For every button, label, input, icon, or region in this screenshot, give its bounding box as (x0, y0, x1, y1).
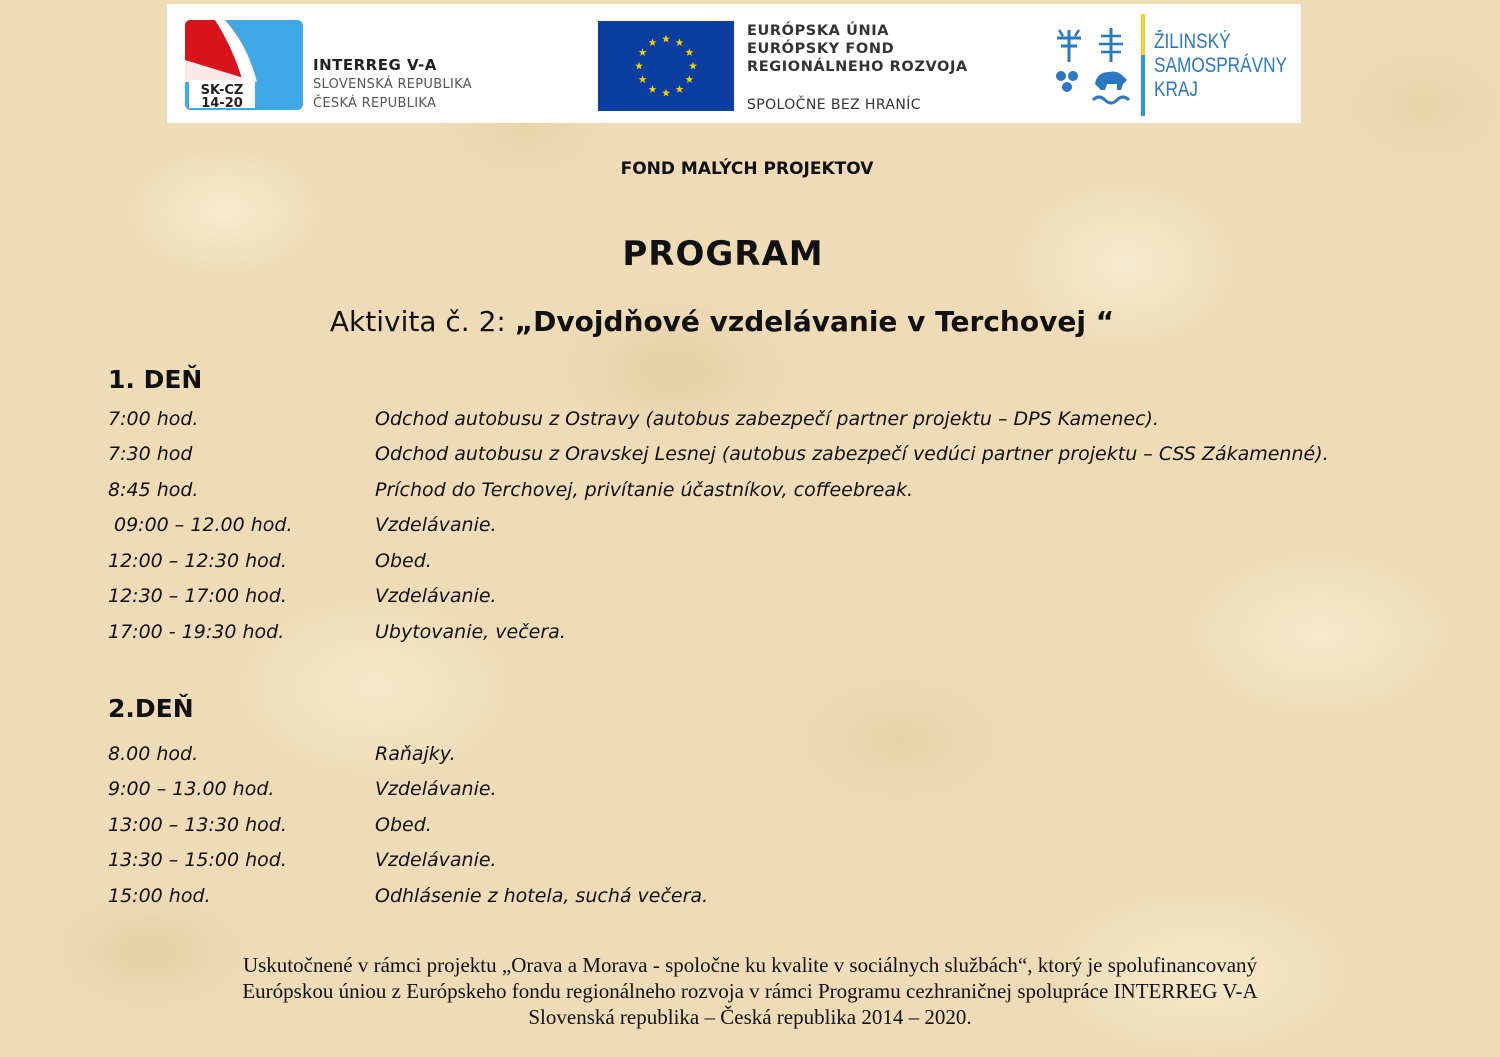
eu-slogan: SPOLOČNE BEZ HRANÍC (747, 97, 921, 113)
eu-line-regional: REGIONÁLNEHO ROZVOJA (747, 59, 968, 75)
activity-prefix: Aktivita č. 2: (329, 305, 515, 338)
activity-title: „Dvojdňové vzdelávanie v Terchovej “ (514, 305, 1115, 338)
schedule-time: 13:00 – 13:30 hod. (108, 814, 287, 836)
schedule-activity: Raňajky. (375, 743, 456, 765)
schedule-time: 15:00 hod. (108, 885, 211, 907)
schedule-activity: Príchod do Terchovej, privítanie účastníkov, coffeebreak. (375, 479, 914, 501)
schedule-time: 12:00 – 12:30 hod. (108, 550, 287, 572)
schedule-activity: Odhlásenie z hotela, suchá večera. (375, 885, 709, 907)
schedule-time: 7:30 hod (108, 443, 193, 465)
funding-footer (0, 952, 1500, 1030)
footer-line-2: Európskou úniou z Európskeho fondu regionálneho rozvoja v rámci Programu cezhraničnej spolupráce INTERREG V-A (242, 979, 1258, 1003)
schedule-time: 09:00 – 12.00 hod. (114, 514, 293, 536)
zilina-line3: KRAJ (1154, 78, 1199, 101)
fund-heading: FOND MALÝCH PROJEKTOV (620, 159, 874, 179)
schedule-time: 7:00 hod. (108, 408, 199, 430)
schedule-activity: Ubytovanie, večera. (375, 621, 566, 643)
interreg-country-sk: SLOVENSKÁ REPUBLIKA (313, 77, 472, 92)
program-title: PROGRAM (622, 234, 824, 274)
schedule-time: 12:30 – 17:00 hod. (108, 585, 287, 607)
interreg-period-label: 14-20 (201, 96, 243, 110)
schedule-activity: Vzdelávanie. (375, 514, 497, 536)
schedule-activity: Odchod autobusu z Oravskej Lesnej (autobus zabezpečí vedúci partner projektu – CSS Zákamenné). (375, 443, 1329, 465)
interreg-logo-icon (185, 20, 303, 110)
zilina-region-emblem-icon (1051, 24, 1131, 106)
logo-banner (167, 4, 1301, 123)
schedule-time: 17:00 - 19:30 hod. (108, 621, 285, 643)
schedule-activity: Vzdelávanie. (375, 585, 497, 607)
zilina-line2: SAMOSPRÁVNY (1154, 54, 1288, 77)
eu-flag-icon (598, 21, 734, 111)
eu-line-union: EURÓPSKA ÚNIA (747, 23, 890, 39)
footer-line-1: Uskutočnené v rámci projektu „Orava a Morava - spoločne ku kvalite v sociálnych službách“, ktorý je spolufinancovaný (242, 953, 1258, 977)
zilina-divider (1141, 14, 1145, 116)
schedule-time: 8:45 hod. (108, 479, 199, 501)
zilina-line1: ŽILINSKÝ (1154, 30, 1231, 53)
schedule-activity: Obed. (375, 814, 432, 836)
footer-line-3: Slovenská republika – Česká republika 2014 – 2020. (528, 1005, 972, 1029)
schedule-activity: Vzdelávanie. (375, 778, 497, 800)
schedule-time: 8.00 hod. (108, 743, 199, 765)
interreg-badge-label: SK-CZ (200, 83, 244, 98)
schedule-activity: Odchod autobusu z Ostravy (autobus zabezpečí partner projektu – DPS Kamenec). (375, 408, 1159, 430)
activity-heading (0, 305, 1444, 338)
day-2-title: 2.DEŇ (108, 694, 194, 723)
interreg-name: INTERREG V-A (313, 56, 437, 74)
interreg-country-cz: ČESKÁ REPUBLIKA (313, 96, 437, 111)
day-1-title: 1. DEŇ (108, 365, 203, 394)
interreg-text (313, 56, 472, 113)
schedule-time: 9:00 – 13.00 hod. (108, 778, 275, 800)
schedule-activity: Vzdelávanie. (375, 849, 497, 871)
schedule-activity: Obed. (375, 550, 432, 572)
schedule-time: 13:30 – 15:00 hod. (108, 849, 287, 871)
eu-text (747, 22, 968, 113)
eu-line-fund: EURÓPSKY FOND (747, 41, 895, 57)
zilina-region-text (1154, 30, 1287, 102)
